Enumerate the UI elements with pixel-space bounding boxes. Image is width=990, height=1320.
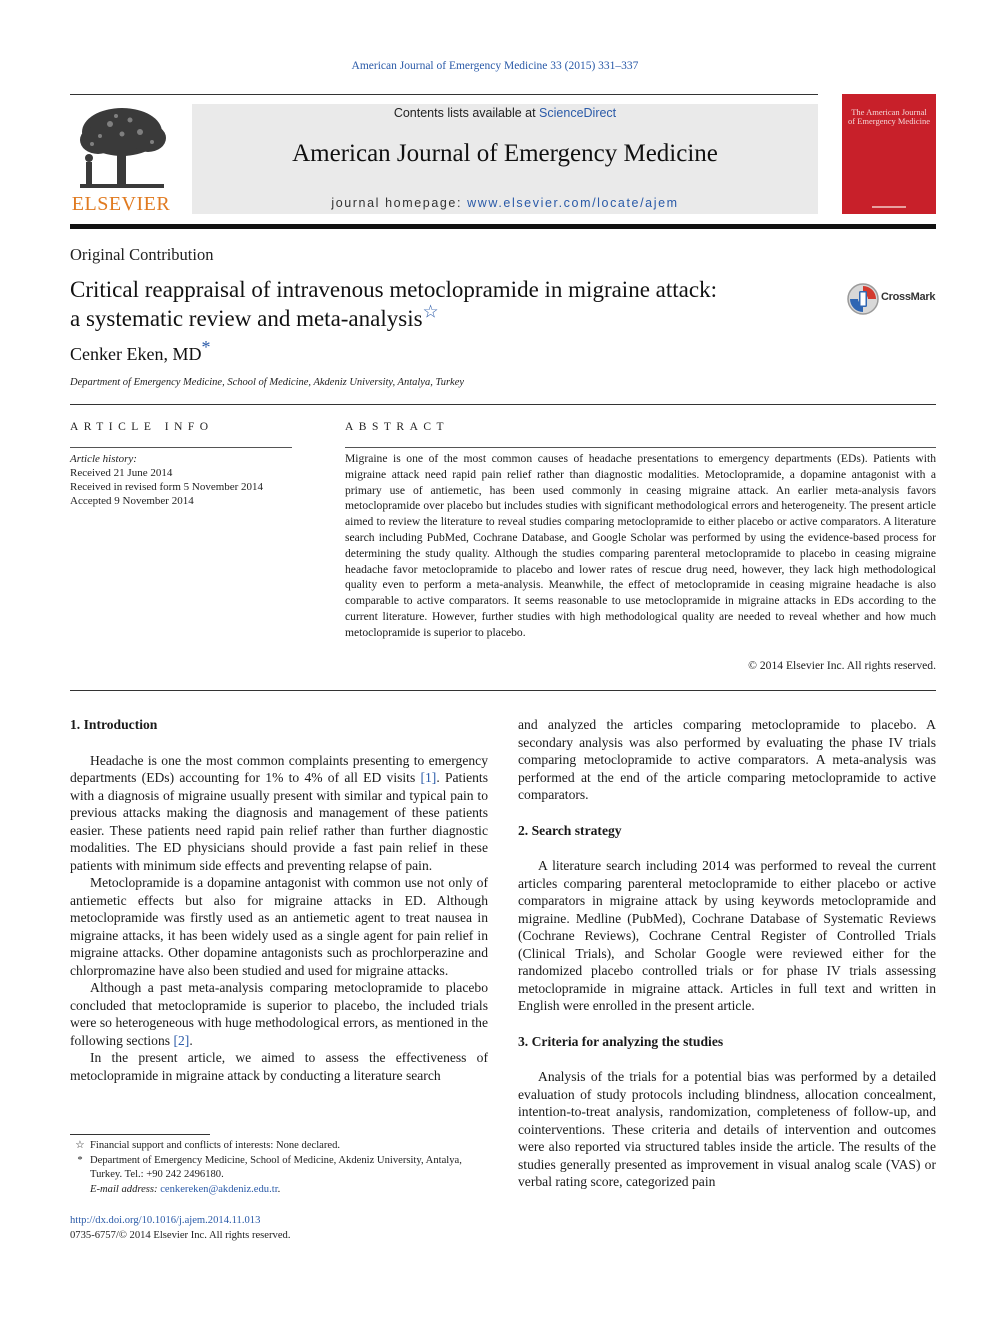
article-type: Original Contribution — [70, 245, 214, 264]
intro-paragraph-3 — [70, 979, 488, 1049]
section-1-heading: 1. Introduction — [70, 717, 158, 732]
crossmark-icon — [846, 282, 880, 316]
body-top-rule — [70, 690, 936, 691]
contents-line — [192, 106, 818, 120]
email-end: . — [277, 1183, 281, 1195]
footnote-email — [70, 1183, 488, 1198]
footnote-corresponding-text: Department of Emergency Medicine, School of Medicine, Akdeniz University, Antalya, Turkey. Tel.: +90 242 2496180. — [90, 1154, 462, 1180]
doi-block — [70, 1214, 290, 1243]
abstract-copyright: © 2014 Elsevier Inc. All rights reserved. — [748, 659, 936, 672]
received-date: Received 21 June 2014 — [70, 467, 173, 479]
homepage-label: journal homepage: — [331, 196, 468, 210]
header-divider — [70, 94, 818, 95]
reference-2-link[interactable]: [2] — [173, 1032, 190, 1048]
intro-paragraph-2: Metoclopramide is a dopamine antagonist with common use not only of antiemetic effects but also for migraine attacks in ED. Although metoclopramide was firstly used as an antiemetic agent to treat nausea in migraine attacks, it has been widely used as a single agent for pain relief in migraine attacks. Other dopamine antagonists such as prochlorperazine and chlorpromazine have also been studied and used for migraine attacks. — [70, 875, 488, 978]
intro-paragraph-1 — [70, 752, 488, 875]
footnote-corresponding — [70, 1154, 488, 1183]
criteria-paragraph: Analysis of the trials for a potential bias was performed by a detailed evaluation of study protocols including blindness, allocation concealment, intention-to-treat analysis, randomization, completeness of follow-up, and cointerventions. These criteria and details of intervention and outcomes were also reported via structured tables inside the article. The results of the studies generally presented as improvement in visual analog scale (VAS) or verbal rating score, categorized pain — [518, 1069, 936, 1189]
body-column-right — [518, 716, 936, 1191]
journal-citation[interactable]: American Journal of Emergency Medicine 33 (2015) 331–337 — [351, 60, 639, 72]
elsevier-logo — [70, 104, 172, 216]
homepage-link[interactable]: www.elsevier.com/locate/ajem — [467, 196, 679, 210]
section-spacer — [518, 804, 936, 822]
cover-title: The American Journal of Emergency Medicine — [848, 107, 930, 126]
masthead-bottom-rule — [70, 224, 936, 229]
section-spacer — [518, 1015, 936, 1033]
journal-homepage — [192, 196, 818, 210]
reference-1-link[interactable]: [1] — [420, 770, 437, 785]
tree-icon — [70, 104, 172, 192]
author-affiliation: Department of Emergency Medicine, School of Medicine, Akdeniz University, Antalya, Turkey — [70, 377, 465, 388]
footnotes — [70, 1139, 488, 1197]
abstract-rule — [345, 447, 936, 448]
author-name: Cenker Eken, MD — [70, 344, 202, 364]
history-label: Article history: — [70, 453, 137, 465]
footnote-funding-text: Financial support and conflicts of interests: None declared. — [90, 1140, 341, 1151]
cover-footer-mark — [872, 206, 906, 208]
body-column-left — [70, 716, 488, 1084]
abstract-heading: ABSTRACT — [345, 421, 450, 433]
title-footnote-star[interactable]: ☆ — [422, 301, 439, 322]
doi-link[interactable]: http://dx.doi.org/10.1016/j.ajem.2014.11.013 — [70, 1215, 261, 1226]
email-label: E-mail address: — [90, 1183, 161, 1195]
journal-cover — [842, 94, 936, 214]
footnote-asterisk-symbol: * — [77, 1154, 83, 1166]
title-line-2: a systematic review and meta-analysis — [70, 306, 423, 331]
contents-prefix: Contents lists available at — [393, 106, 540, 120]
sciencedirect-link[interactable]: ScienceDirect — [539, 106, 617, 120]
article-info-rule — [70, 447, 292, 448]
footnote-funding — [70, 1139, 488, 1154]
article-history — [70, 452, 263, 508]
revised-date: Received in revised form 5 November 2014 — [70, 481, 264, 493]
intro-paragraph-4-start: In the present article, we aimed to assess the effectiveness of metoclopramide in migraine attack by conducting a literature search — [70, 1050, 488, 1083]
author-footnote-mark[interactable]: * — [201, 337, 211, 357]
footnote-star-symbol: ☆ — [75, 1140, 85, 1151]
intro-p3-text-b: . — [189, 1032, 193, 1048]
abstract-text: Migraine is one of the most common causes of headache presentations to emergency departments (EDs). Patients with migraine attack need rapid pain relief rather than diagnostic modalities. Metoclopramide, a dopamine antagonist with a primary use of antiemetic, has been used commonly in ceasing migraine attack. An earlier meta-analysis favors metoclopramide over placebo but includes studies with significant methodological errors and heterogeneity. The present article aimed to review the literature to reveal studies comparing metoclopramide to either placebo or active comparators. A literature search including PubMed, Cochrane Database, and Google Scholar was performed by using the evidence-based process for determining the study quality. Although the studies comparing parenteral metoclopramide to placebo in ceasing migraine headache favor metoclopramide to placebo and lower rates of rescue drug need, however, they lack high methodological quality even to perform a meta-analysis. Meanwhile, the effect of metoclopramide in ceasing migraine headache is also comparable to active comparators. It seems reasonable to use metoclopramide in migraine attacks in EDs according to the current literature. However, further studies with high methodological quality are needed to reveal whether and how much metoclopramide is superior to placebo. — [345, 452, 936, 639]
accepted-date: Accepted 9 November 2014 — [70, 495, 194, 507]
crossmark-badge[interactable] — [846, 282, 938, 316]
elsevier-wordmark: ELSEVIER — [71, 193, 171, 215]
journal-masthead — [192, 104, 818, 214]
journal-name: American Journal of Emergency Medicine — [292, 140, 718, 167]
info-top-rule — [70, 404, 936, 405]
section-3-heading: 3. Criteria for analyzing the studies — [518, 1033, 724, 1049]
intro-p1-text-b: . Patients with a diagnosis of migraine usually present with similar and typical pain to previous attacks making the diagnosis and management of these patients easier. These patients need rapid pain relief rather than further diagnostic modalities. The ED physicians should provide a fast pain relief in these patients with minimum side effects and preventing relapse of pain. — [70, 770, 489, 873]
issn-copyright: 0735-6757/© 2014 Elsevier Inc. All rights reserved. — [70, 1229, 291, 1241]
section-2-heading: 2. Search strategy — [518, 822, 622, 838]
footnote-rule — [70, 1134, 210, 1135]
crossmark-label: CrossMark — [881, 291, 936, 303]
article-info-heading: ARTICLE INFO — [70, 421, 214, 433]
email-link[interactable]: cenkereken@akdeniz.edu.tr — [160, 1183, 278, 1195]
intro-paragraph-4-continued: and analyzed the articles comparing metoclopramide to placebo. A secondary analysis was also performed by evaluating the phase IV trials comparing metoclopramide to active comparators. A meta-analysis was performed at the end of the article comparing metoclopramide to active comparators. — [518, 717, 936, 802]
title-line-1: Critical reappraisal of intravenous metoclopramide in migraine attack: — [70, 277, 717, 302]
article-title — [70, 275, 810, 333]
author-line — [70, 337, 211, 365]
intro-p1-text-a: Headache is one the most common complaints presenting to emergency departments (EDs) accounting for 1% to 4% of all ED visits — [70, 752, 488, 785]
search-strategy-paragraph: A literature search including 2014 was performed to reveal the current articles comparing parenteral metoclopramide to either placebo or active comparators in migraine attack by using keywords metoclopramide and migraine. Medline (PubMed), Cochrane Database of Systematic Reviews (Cochrane Reviews), Cochrane Central Register of Controlled Trials (Clinical Trials), and Scholar Google were reviewed either for the randomized placebo controlled trials or for phase IV trials assessing metoclopramide in migraine attack. Articles in full text and written in English were enrolled in the present article. — [518, 858, 936, 1013]
intro-p3-text-a: Although a past meta-analysis comparing metoclopramide to placebo concluded that metoclopramide is superior to placebo, the included trials were so heterogeneous with huge methodological errors, as mentioned in the following sections — [70, 980, 488, 1048]
